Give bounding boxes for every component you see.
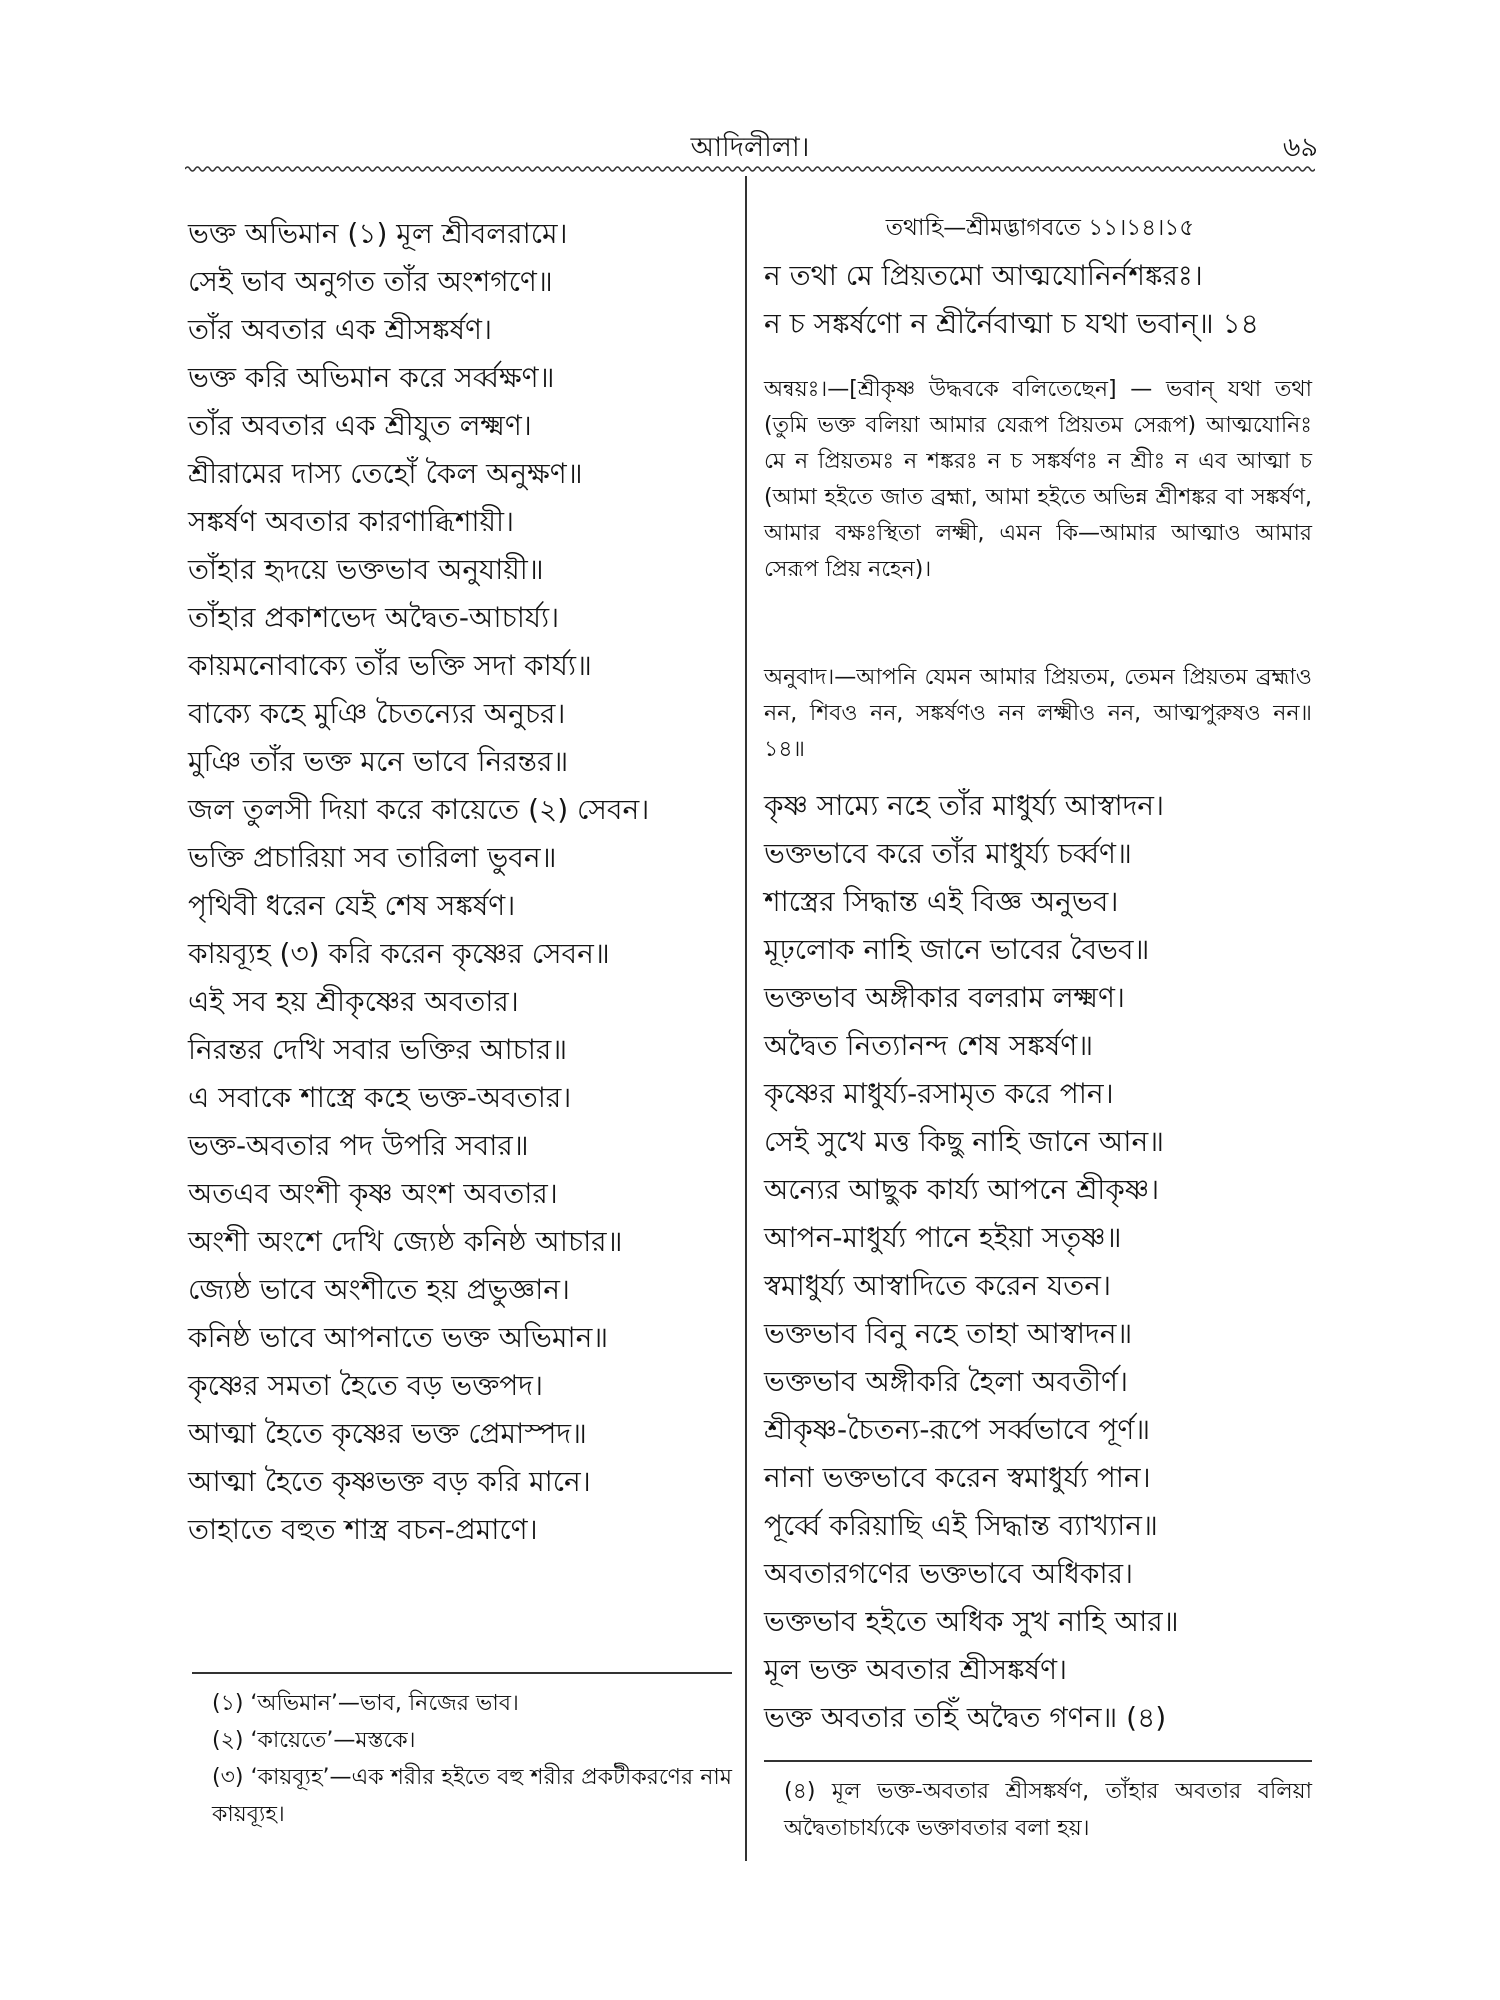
verse-line: অতএব অংশী কৃষ্ণ অংশ অবতার। <box>188 1177 558 1210</box>
footnote: (৩) ‘কায়ব্যূহ’—এক শরীর হইতে বহু শরীর প্রকটীকরণের নাম কায়ব্যূহ। <box>212 1765 732 1827</box>
verse-line: এই সব হয় শ্রীকৃষ্ণের অবতার। <box>188 985 519 1018</box>
verse-line: অংশী অংশে দেখি জ্যেষ্ঠ কনিষ্ঠ আচার॥ <box>188 1225 623 1258</box>
verse-line: শ্রীকৃষ্ণ-চৈতন্য-রূপে সর্ব্বভাবে পূর্ণ॥ <box>764 1413 1151 1446</box>
verse-line: ভক্তি প্রচারিয়া সব তারিলা ভুবন॥ <box>188 841 557 874</box>
verse-line: ভক্তভাব বিনু নহে তাহা আস্বাদন॥ <box>764 1317 1133 1350</box>
verse-line: মূঢ়লোক নাহি জানে ভাবের বৈভব॥ <box>764 933 1150 966</box>
verse-line: স্বমাধুর্য্য আস্বাদিতে করেন যতন। <box>764 1269 1111 1302</box>
verse-line: তাঁর অবতার এক শ্রীসঙ্কর্ষণ। <box>188 313 493 346</box>
verse-line: কৃষ্ণের মাধুর্য্য-রসামৃত করে পান। <box>764 1077 1114 1110</box>
verse-line: শ্রীরামের দাস্য তেহোঁ কৈল অনুক্ষণ॥ <box>188 457 583 490</box>
verse-line: ভক্তভাব অঙ্গীকার বলরাম লক্ষ্মণ। <box>764 981 1125 1014</box>
header-wavy-rule <box>185 161 1315 177</box>
column-divider <box>745 176 747 1861</box>
verse-line: সেই সুখে মত্ত কিছু নাহি জানে আন॥ <box>764 1125 1164 1158</box>
verse-line: অন্যের আছুক কার্য্য আপনে শ্রীকৃষ্ণ। <box>764 1173 1160 1206</box>
verse-line: তাহাতে বহুত শাস্ত্র বচন-প্রমাণে। <box>188 1513 538 1546</box>
verse-line: তাঁহার হৃদয়ে ভক্তভাব অনুযায়ী॥ <box>188 553 544 586</box>
verse-line: কায়মনোবাক্যে তাঁর ভক্তি সদা কার্য্য॥ <box>188 649 592 682</box>
right-verse-column <box>764 782 1179 1742</box>
sanskrit-sloka <box>764 252 1259 348</box>
verse-line: কৃষ্ণ সাম্যে নহে তাঁর মাধুর্য্য আস্বাদন। <box>764 789 1165 822</box>
verse-line: অবতারগণের ভক্তভাবে অধিকার। <box>764 1557 1134 1590</box>
verse-line: নানা ভক্তভাবে করেন স্বমাধুর্য্য পান। <box>764 1461 1151 1494</box>
anuvada-paragraph: অনুবাদ।—আপনি যেমন আমার প্রিয়তম, তেমন প্রিয়তম ব্রহ্মাও নন, শিবও নন, সঙ্কর্ষণও নন লক্ষ্মীও নন, আত্মপুরুষও নন॥ ১৪॥ <box>764 665 1312 762</box>
verse-line: নিরন্তর দেখি সবার ভক্তির আচার॥ <box>188 1033 568 1066</box>
verse-line: ভক্ত করি অভিমান করে সর্ব্বক্ষণ॥ <box>188 361 555 394</box>
verse-line: ভক্তভাব হইতে অধিক সুখ নাহি আর॥ <box>764 1605 1179 1638</box>
verse-line: ভক্তভাব অঙ্গীকরি হৈলা অবতীর্ণ। <box>764 1365 1128 1398</box>
verse-line: মুঞি তাঁর ভক্ত মনে ভাবে নিরন্তর॥ <box>188 745 569 778</box>
page-number: ৬৯ <box>1282 132 1318 163</box>
footnote: (৪) মূল ভক্ত-অবতার শ্রীসঙ্কর্ষণ, তাঁহার অবতার বলিয়া অদ্বৈতাচার্য্যকে ভক্তাবতার বলা হয়। <box>784 1779 1312 1841</box>
footnote: (১) ‘অভিমান’—ভাব, নিজের ভাব। <box>212 1691 519 1716</box>
verse-line: ভক্ত-অবতার পদ উপরি সবার॥ <box>188 1129 529 1162</box>
verse-line: মূল ভক্ত অবতার শ্রীসঙ্কর্ষণ। <box>764 1653 1068 1686</box>
verse-line: কনিষ্ঠ ভাবে আপনাতে ভক্ত অভিমান॥ <box>188 1321 609 1354</box>
verse-line: কায়ব্যূহ (৩) করি করেন কৃষ্ণের সেবন॥ <box>188 937 610 970</box>
verse-line: জল তুলসী দিয়া করে কায়েতে (২) সেবন। <box>188 793 650 826</box>
verse-line: তাঁহার প্রকাশভেদ অদ্বৈত-আচার্য্য। <box>188 601 560 634</box>
left-footnotes <box>192 1685 732 1833</box>
verse-line: শাস্ত্রের সিদ্ধান্ত এই বিজ্ঞ অনুভব। <box>764 885 1119 918</box>
right-footnote-rule <box>764 1760 1312 1762</box>
sloka-line: ন চ সঙ্কর্ষণো ন শ্রীর্নৈবাত্মা চ যথা ভবান্॥ ১৪ <box>764 307 1259 340</box>
left-verse-column <box>188 210 649 1554</box>
verse-line: সেই ভাব অনুগত তাঁর অংশগণে॥ <box>188 265 553 298</box>
verse-line: আত্মা হৈতে কৃষ্ণভক্ত বড় করি মানে। <box>188 1465 591 1498</box>
verse-line: বাক্যে কহে মুঞি চৈতন্যের অনুচর। <box>188 697 566 730</box>
running-header-title: আদিলীলা। <box>690 132 810 163</box>
verse-line: ভক্তভাবে করে তাঁর মাধুর্য্য চর্ব্বণ॥ <box>764 837 1132 870</box>
verse-line: অদ্বৈত নিত্যানন্দ শেষ সঙ্কর্ষণ॥ <box>764 1029 1094 1062</box>
verse-line: আপন-মাধুর্য্য পানে হইয়া সতৃষ্ণ॥ <box>764 1221 1122 1254</box>
verse-line: এ সবাকে শাস্ত্রে কহে ভক্ত-অবতার। <box>188 1081 572 1114</box>
right-footnotes <box>764 1773 1312 1847</box>
sloka-line: ন তথা মে প্রিয়তমো আত্মযোনির্নশঙ্করঃ। <box>764 259 1203 292</box>
verse-line: কৃষ্ণের সমতা হৈতে বড় ভক্তপদ। <box>188 1369 543 1402</box>
verse-line: পৃথিবী ধরেন যেই শেষ সঙ্কর্ষণ। <box>188 889 516 922</box>
verse-line: তাঁর অবতার এক শ্রীযুত লক্ষ্মণ। <box>188 409 532 442</box>
verse-line: ভক্ত অভিমান (১) মূল শ্রীবলরামে। <box>188 217 568 250</box>
verse-line: আত্মা হৈতে কৃষ্ণের ভক্ত প্রেমাস্পদ॥ <box>188 1417 587 1450</box>
verse-line: ভক্ত অবতার তহিঁ অদ্বৈত গণন॥ (৪) <box>764 1701 1167 1734</box>
verse-line: পূর্ব্বে করিয়াছি এই সিদ্ধান্ত ব্যাখ্যান॥ <box>764 1509 1158 1542</box>
anvaya-paragraph: অন্বয়ঃ।—[শ্রীকৃষ্ণ উদ্ধবকে বলিতেছেন] — ভবান্ যথা তথা (তুমি ভক্ত বলিয়া আমার যেরূপ প্রিয়তম সেরূপ) আত্মযোনিঃ মে ন প্রিয়তমঃ ন শঙ্করঃ ন চ সঙ্কর্ষণঃ ন শ্রীঃ ন এব আত্মা চ (আমা হইতে জাত ব্রহ্মা, আমা হইতে অভিন্ন শ্রীশঙ্কর বা সঙ্কর্ষণ, আমার বক্ষঃস্থিতা লক্ষ্মী, এমন কি—আমার আত্মাও আমার সেরূপ প্রিয় নহেন)। <box>764 377 1312 582</box>
footnote: (২) ‘কায়েতে’—মস্তকে। <box>212 1728 416 1753</box>
verse-line: জ্যেষ্ঠ ভাবে অংশীতে হয় প্রভুজ্ঞান। <box>188 1273 570 1306</box>
verse-line: সঙ্কর্ষণ অবতার কারণাব্ধিশায়ী। <box>188 505 515 538</box>
sloka-reference-heading: তথাহি—শ্রীমদ্ভাগবতে ১১।১৪।১৫ <box>885 215 1195 241</box>
left-footnote-rule <box>192 1672 732 1674</box>
